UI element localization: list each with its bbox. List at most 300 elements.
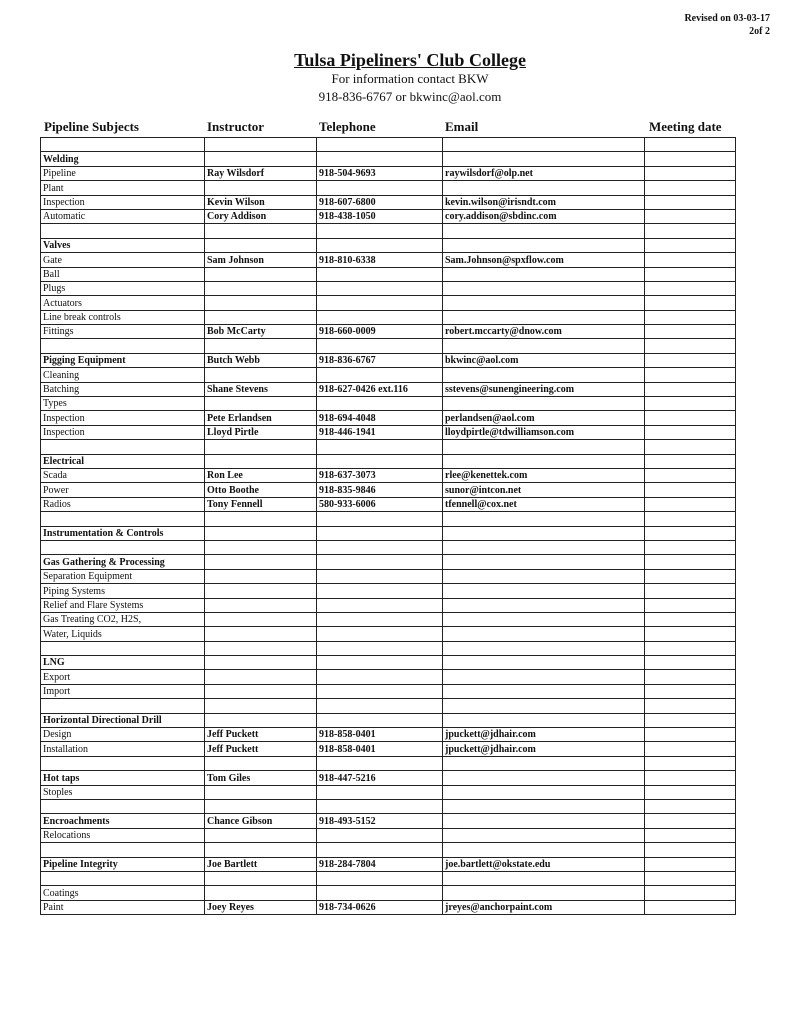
instructor-cell	[205, 281, 317, 295]
subject-cell: Import	[41, 684, 205, 698]
email-cell	[443, 799, 645, 813]
subject-cell: Plant	[41, 181, 205, 195]
telephone-cell	[317, 512, 443, 526]
email-cell	[443, 440, 645, 454]
subject-cell: Encroachments	[41, 814, 205, 828]
subject-cell: Stoples	[41, 785, 205, 799]
instructor-cell	[205, 238, 317, 252]
meeting-date-cell	[645, 900, 736, 914]
telephone-cell	[317, 526, 443, 540]
subject-cell: Water, Liquids	[41, 627, 205, 641]
subject-cell: LNG	[41, 656, 205, 670]
instructor-cell: Pete Erlandsen	[205, 411, 317, 425]
email-cell: sstevens@sunengineering.com	[443, 382, 645, 396]
table-row	[41, 497, 736, 511]
instructor-cell	[205, 584, 317, 598]
table-row	[41, 641, 736, 655]
instructor-cell: Joey Reyes	[205, 900, 317, 914]
meeting-date-cell	[645, 152, 736, 166]
table-row	[41, 209, 736, 223]
subject-cell: Inspection	[41, 425, 205, 439]
telephone-cell: 918-637-3073	[317, 468, 443, 482]
email-cell	[443, 713, 645, 727]
meeting-date-cell	[645, 584, 736, 598]
subject-cell: Line break controls	[41, 310, 205, 324]
meeting-date-cell	[645, 353, 736, 367]
revision-note	[684, 12, 770, 38]
meeting-date-cell	[645, 138, 736, 152]
header-meeting-date: Meeting date	[649, 119, 722, 134]
table-row	[41, 310, 736, 324]
telephone-cell	[317, 555, 443, 569]
meeting-date-cell	[645, 871, 736, 885]
email-cell	[443, 454, 645, 468]
telephone-cell: 918-284-7804	[317, 857, 443, 871]
instructor-cell: Ron Lee	[205, 468, 317, 482]
email-cell: Sam.Johnson@spxflow.com	[443, 253, 645, 267]
telephone-cell: 918-504-9693	[317, 166, 443, 180]
telephone-cell	[317, 339, 443, 353]
meeting-date-cell	[645, 296, 736, 310]
email-cell	[443, 641, 645, 655]
meeting-date-cell	[645, 742, 736, 756]
email-cell	[443, 296, 645, 310]
telephone-cell: 918-493-5152	[317, 814, 443, 828]
meeting-date-cell	[645, 569, 736, 583]
table-row	[41, 612, 736, 626]
telephone-cell	[317, 224, 443, 238]
meeting-date-cell	[645, 325, 736, 339]
email-cell: raywilsdorf@olp.net	[443, 166, 645, 180]
subject-cell: Gas Treating CO2, H2S,	[41, 612, 205, 626]
instructor-cell	[205, 828, 317, 842]
email-cell	[443, 281, 645, 295]
table-row	[41, 368, 736, 382]
subject-cell: Installation	[41, 742, 205, 756]
email-cell	[443, 540, 645, 554]
table-row	[41, 138, 736, 152]
meeting-date-cell	[645, 641, 736, 655]
table-row	[41, 540, 736, 554]
category-row	[41, 454, 736, 468]
category-row	[41, 526, 736, 540]
instructor-cell: Cory Addison	[205, 209, 317, 223]
telephone-cell: 918-627-0426 ext.116	[317, 382, 443, 396]
subjects-table	[40, 137, 736, 915]
telephone-cell: 918-447-5216	[317, 771, 443, 785]
instructor-cell: Otto Boothe	[205, 483, 317, 497]
instructor-cell	[205, 440, 317, 454]
email-cell	[443, 569, 645, 583]
email-cell: perlandsen@aol.com	[443, 411, 645, 425]
instructor-cell: Chance Gibson	[205, 814, 317, 828]
table-row	[41, 483, 736, 497]
subject-cell: Types	[41, 397, 205, 411]
email-cell	[443, 871, 645, 885]
instructor-cell	[205, 569, 317, 583]
subject-cell: Instrumentation & Controls	[41, 526, 205, 540]
instructor-cell	[205, 339, 317, 353]
telephone-cell	[317, 138, 443, 152]
meeting-date-cell	[645, 339, 736, 353]
meeting-date-cell	[645, 368, 736, 382]
instructor-cell	[205, 310, 317, 324]
instructor-cell	[205, 684, 317, 698]
telephone-cell	[317, 641, 443, 655]
meeting-date-cell	[645, 512, 736, 526]
email-cell: robert.mccarty@dnow.com	[443, 325, 645, 339]
email-cell: cory.addison@sbdinc.com	[443, 209, 645, 223]
meeting-date-cell	[645, 627, 736, 641]
table-row	[41, 253, 736, 267]
category-row	[41, 353, 736, 367]
table-row	[41, 785, 736, 799]
instructor-cell: Tony Fennell	[205, 497, 317, 511]
telephone-cell	[317, 152, 443, 166]
telephone-cell	[317, 454, 443, 468]
contact-line-1: For information contact BKW	[331, 71, 489, 86]
category-row	[41, 555, 736, 569]
table-row	[41, 569, 736, 583]
meeting-date-cell	[645, 382, 736, 396]
instructor-cell	[205, 512, 317, 526]
meeting-date-cell	[645, 195, 736, 209]
subject-cell: Power	[41, 483, 205, 497]
category-row	[41, 152, 736, 166]
subject-cell	[41, 756, 205, 770]
telephone-cell: 918-858-0401	[317, 728, 443, 742]
meeting-date-cell	[645, 656, 736, 670]
instructor-cell	[205, 454, 317, 468]
subject-cell	[41, 440, 205, 454]
subject-cell: Ball	[41, 267, 205, 281]
telephone-cell	[317, 569, 443, 583]
category-row	[41, 814, 736, 828]
subject-cell: Cleaning	[41, 368, 205, 382]
meeting-date-cell	[645, 411, 736, 425]
email-cell	[443, 181, 645, 195]
telephone-cell: 580-933-6006	[317, 497, 443, 511]
instructor-cell: Ray Wilsdorf	[205, 166, 317, 180]
meeting-date-cell	[645, 857, 736, 871]
subject-cell: Relocations	[41, 828, 205, 842]
subject-cell: Hot taps	[41, 771, 205, 785]
subject-cell: Pigging Equipment	[41, 353, 205, 367]
instructor-cell	[205, 886, 317, 900]
email-cell	[443, 555, 645, 569]
telephone-cell	[317, 281, 443, 295]
subject-cell: Coatings	[41, 886, 205, 900]
telephone-cell	[317, 584, 443, 598]
meeting-date-cell	[645, 670, 736, 684]
meeting-date-cell	[645, 483, 736, 497]
email-cell	[443, 756, 645, 770]
telephone-cell	[317, 699, 443, 713]
telephone-cell: 918-836-6767	[317, 353, 443, 367]
telephone-cell: 918-810-6338	[317, 253, 443, 267]
meeting-date-cell	[645, 526, 736, 540]
telephone-cell	[317, 843, 443, 857]
table-row	[41, 425, 736, 439]
subject-cell: Fittings	[41, 325, 205, 339]
table-row	[41, 397, 736, 411]
email-cell	[443, 814, 645, 828]
table-row	[41, 267, 736, 281]
email-cell	[443, 397, 645, 411]
subject-cell: Piping Systems	[41, 584, 205, 598]
table-row	[41, 843, 736, 857]
header-subjects: Pipeline Subjects	[44, 119, 139, 134]
telephone-cell: 918-660-0009	[317, 325, 443, 339]
email-cell: bkwinc@aol.com	[443, 353, 645, 367]
subject-cell: Valves	[41, 238, 205, 252]
telephone-cell	[317, 886, 443, 900]
table-row	[41, 828, 736, 842]
email-cell	[443, 138, 645, 152]
email-cell	[443, 526, 645, 540]
subject-cell: Export	[41, 670, 205, 684]
subject-cell	[41, 871, 205, 885]
category-row	[41, 238, 736, 252]
category-row	[41, 771, 736, 785]
instructor-cell	[205, 756, 317, 770]
meeting-date-cell	[645, 267, 736, 281]
meeting-date-cell	[645, 555, 736, 569]
telephone-cell: 918-734-0626	[317, 900, 443, 914]
subject-cell: Gas Gathering & Processing	[41, 555, 205, 569]
table-row	[41, 627, 736, 641]
telephone-cell	[317, 440, 443, 454]
telephone-cell: 918-438-1050	[317, 209, 443, 223]
subject-cell: Plugs	[41, 281, 205, 295]
instructor-cell	[205, 612, 317, 626]
telephone-cell	[317, 684, 443, 698]
instructor-cell: Tom Giles	[205, 771, 317, 785]
meeting-date-cell	[645, 886, 736, 900]
meeting-date-cell	[645, 310, 736, 324]
subject-cell: Batching	[41, 382, 205, 396]
subject-cell	[41, 699, 205, 713]
meeting-date-cell	[645, 166, 736, 180]
telephone-cell: 918-835-9846	[317, 483, 443, 497]
subject-cell: Relief and Flare Systems	[41, 598, 205, 612]
instructor-cell	[205, 296, 317, 310]
email-cell	[443, 598, 645, 612]
table-row	[41, 598, 736, 612]
subject-cell: Scada	[41, 468, 205, 482]
email-cell: jpuckett@jdhair.com	[443, 742, 645, 756]
meeting-date-cell	[645, 771, 736, 785]
instructor-cell	[205, 713, 317, 727]
email-cell	[443, 656, 645, 670]
instructor-cell	[205, 598, 317, 612]
email-cell: lloydpirtle@tdwilliamson.com	[443, 425, 645, 439]
instructor-cell	[205, 843, 317, 857]
meeting-date-cell	[645, 497, 736, 511]
category-row	[41, 656, 736, 670]
category-row	[41, 713, 736, 727]
email-cell	[443, 699, 645, 713]
revised-date: Revised on 03-03-17	[684, 13, 770, 24]
email-cell: jreyes@anchorpaint.com	[443, 900, 645, 914]
telephone-cell	[317, 670, 443, 684]
subject-cell: Actuators	[41, 296, 205, 310]
subject-cell: Radios	[41, 497, 205, 511]
telephone-cell	[317, 799, 443, 813]
meeting-date-cell	[645, 440, 736, 454]
telephone-cell	[317, 598, 443, 612]
email-cell	[443, 267, 645, 281]
meeting-date-cell	[645, 598, 736, 612]
email-cell	[443, 627, 645, 641]
instructor-cell: Sam Johnson	[205, 253, 317, 267]
table-row	[41, 728, 736, 742]
email-cell	[443, 886, 645, 900]
column-headers	[0, 119, 800, 137]
meeting-date-cell	[645, 828, 736, 842]
table-row	[41, 411, 736, 425]
telephone-cell	[317, 828, 443, 842]
instructor-cell	[205, 152, 317, 166]
telephone-cell	[317, 397, 443, 411]
subject-cell: Welding	[41, 152, 205, 166]
email-cell	[443, 368, 645, 382]
instructor-cell	[205, 627, 317, 641]
table-row	[41, 684, 736, 698]
email-cell	[443, 339, 645, 353]
meeting-date-cell	[645, 224, 736, 238]
contact-line-2: 918-836-6767 or bkwinc@aol.com	[318, 89, 502, 104]
meeting-date-cell	[645, 397, 736, 411]
meeting-date-cell	[645, 814, 736, 828]
telephone-cell	[317, 540, 443, 554]
telephone-cell	[317, 296, 443, 310]
table-row	[41, 699, 736, 713]
email-cell: sunor@intcon.net	[443, 483, 645, 497]
telephone-cell: 918-858-0401	[317, 742, 443, 756]
table-row	[41, 742, 736, 756]
telephone-cell	[317, 713, 443, 727]
subject-cell: Gate	[41, 253, 205, 267]
instructor-cell: Shane Stevens	[205, 382, 317, 396]
telephone-cell	[317, 181, 443, 195]
table-row	[41, 296, 736, 310]
email-cell	[443, 152, 645, 166]
instructor-cell	[205, 555, 317, 569]
instructor-cell: Lloyd Pirtle	[205, 425, 317, 439]
email-cell	[443, 512, 645, 526]
table-row	[41, 440, 736, 454]
header-instructor: Instructor	[207, 119, 265, 134]
telephone-cell	[317, 238, 443, 252]
meeting-date-cell	[645, 684, 736, 698]
meeting-date-cell	[645, 699, 736, 713]
meeting-date-cell	[645, 540, 736, 554]
instructor-cell	[205, 656, 317, 670]
telephone-cell	[317, 267, 443, 281]
meeting-date-cell	[645, 728, 736, 742]
meeting-date-cell	[645, 713, 736, 727]
table-row	[41, 195, 736, 209]
email-cell	[443, 785, 645, 799]
subject-cell: Pipeline	[41, 166, 205, 180]
instructor-cell	[205, 799, 317, 813]
category-row	[41, 857, 736, 871]
instructor-cell	[205, 526, 317, 540]
table-row	[41, 512, 736, 526]
subject-cell	[41, 843, 205, 857]
subject-cell: Separation Equipment	[41, 569, 205, 583]
table-row	[41, 886, 736, 900]
meeting-date-cell	[645, 238, 736, 252]
subjects-table-body	[41, 138, 736, 915]
instructor-cell: Butch Webb	[205, 353, 317, 367]
email-cell	[443, 771, 645, 785]
table-row	[41, 325, 736, 339]
telephone-cell: 918-694-4048	[317, 411, 443, 425]
subject-cell: Inspection	[41, 411, 205, 425]
subject-cell: Pipeline Integrity	[41, 857, 205, 871]
subject-cell	[41, 224, 205, 238]
instructor-cell	[205, 785, 317, 799]
instructor-cell	[205, 181, 317, 195]
meeting-date-cell	[645, 209, 736, 223]
subject-cell: Electrical	[41, 454, 205, 468]
subject-cell: Horizontal Directional Drill	[41, 713, 205, 727]
email-cell: rlee@kenettek.com	[443, 468, 645, 482]
instructor-cell: Kevin Wilson	[205, 195, 317, 209]
telephone-cell: 918-446-1941	[317, 425, 443, 439]
subject-cell	[41, 641, 205, 655]
email-cell	[443, 843, 645, 857]
instructor-cell	[205, 368, 317, 382]
table-row	[41, 799, 736, 813]
subject-cell	[41, 339, 205, 353]
meeting-date-cell	[645, 253, 736, 267]
email-cell	[443, 584, 645, 598]
email-cell	[443, 238, 645, 252]
meeting-date-cell	[645, 454, 736, 468]
email-cell	[443, 224, 645, 238]
header-email: Email	[445, 119, 479, 134]
instructor-cell: Bob McCarty	[205, 325, 317, 339]
email-cell	[443, 684, 645, 698]
email-cell	[443, 828, 645, 842]
email-cell	[443, 612, 645, 626]
telephone-cell	[317, 656, 443, 670]
telephone-cell: 918-607-6800	[317, 195, 443, 209]
telephone-cell	[317, 871, 443, 885]
email-cell	[443, 670, 645, 684]
subject-cell	[41, 799, 205, 813]
meeting-date-cell	[645, 785, 736, 799]
telephone-cell	[317, 756, 443, 770]
instructor-cell	[205, 267, 317, 281]
meeting-date-cell	[645, 181, 736, 195]
instructor-cell: Joe Bartlett	[205, 857, 317, 871]
email-cell: tfennell@cox.net	[443, 497, 645, 511]
table-row	[41, 166, 736, 180]
meeting-date-cell	[645, 612, 736, 626]
email-cell	[443, 310, 645, 324]
table-row	[41, 468, 736, 482]
subject-cell: Paint	[41, 900, 205, 914]
telephone-cell	[317, 785, 443, 799]
meeting-date-cell	[645, 425, 736, 439]
instructor-cell	[205, 670, 317, 684]
page-number: 2of 2	[749, 26, 770, 37]
subject-cell: Inspection	[41, 195, 205, 209]
